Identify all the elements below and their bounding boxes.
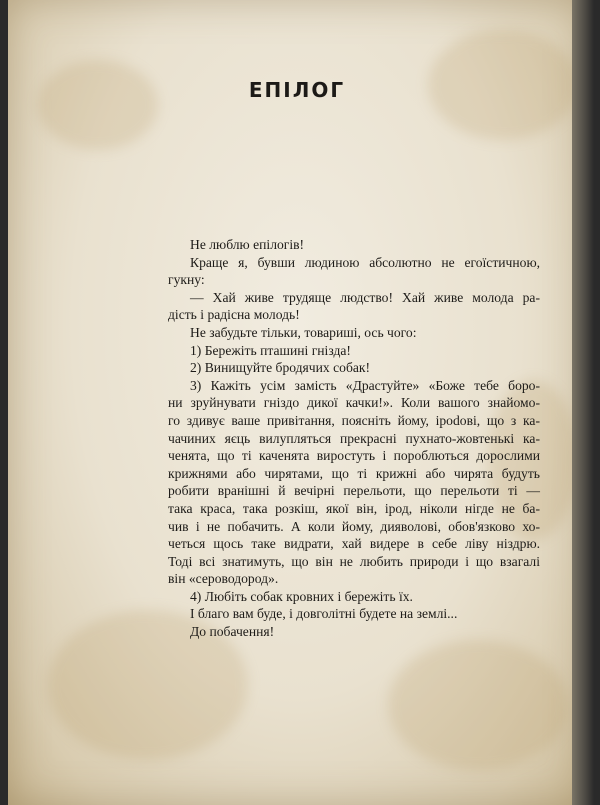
text-line: І благо вам буде, і довголітні будете на землі... xyxy=(190,606,458,622)
text-line: Не забудьте тільки, товариші, ось чого: xyxy=(190,324,417,340)
text-line: дість і радісна молодь! xyxy=(168,307,300,323)
text-line: Не люблю епілогів! xyxy=(190,237,305,252)
text-line: четься щось таке видрати, хай видере в себе ліву ніздрю. xyxy=(168,536,540,552)
text-line: гукну: xyxy=(168,272,205,288)
text-line: Краще я, бувши людиною абсолютно не егоїстичною, xyxy=(190,254,540,270)
text-line: він «сероводород». xyxy=(168,571,279,587)
body-text xyxy=(168,236,540,641)
text-line: ченята, що ті каченята виростуть і пороблються дорослими xyxy=(168,448,540,464)
text-line: така краса, така розкіш, якої він, ірод, ніколи нігде не ба- xyxy=(168,500,540,516)
paper-stain xyxy=(38,60,158,150)
text-line: крижнями або чирятами, що ті крижні або чирята будуть xyxy=(168,465,540,481)
text-line: 1) Бережіть пташині гнізда! xyxy=(190,342,351,358)
text-line: До побачення! xyxy=(190,624,275,640)
text-line: робити вранішні й вечірні перельоти, що перельоти ті — xyxy=(168,483,540,499)
text-line: — Хай живе трудяще людство! Хай живе молода ра- xyxy=(190,289,540,305)
paper-stain xyxy=(388,640,568,770)
text-line: 3) Кажіть усім замість «Драстуйте» «Боже тебе боро- xyxy=(190,377,540,393)
page-edge-shadow xyxy=(572,0,594,805)
text-line: чив і не побачить. А коли йому, дияволові, обов'язково хо- xyxy=(168,518,540,534)
chapter-title: ЕПІЛОГ xyxy=(248,78,346,102)
text-line: го здивує ваше привітання, поясніть йому, ірodові, що з ка- xyxy=(168,412,540,428)
text-line: Тоді всі знатимуть, що він не любить природи і що взагалі xyxy=(168,553,540,569)
text-line: 2) Винищуйте бродячих собак! xyxy=(190,360,371,376)
text-line: ни зруйнувати гніздо дикої качки!». Коли вашого знайомо- xyxy=(168,395,540,411)
book-page xyxy=(8,0,586,805)
text-line: чачиних яєць вилупляться прекрасні пухнато-жовтенькі ка- xyxy=(168,430,540,446)
text-line: 4) Любіть собак кровних і бережіть їх. xyxy=(190,588,413,604)
